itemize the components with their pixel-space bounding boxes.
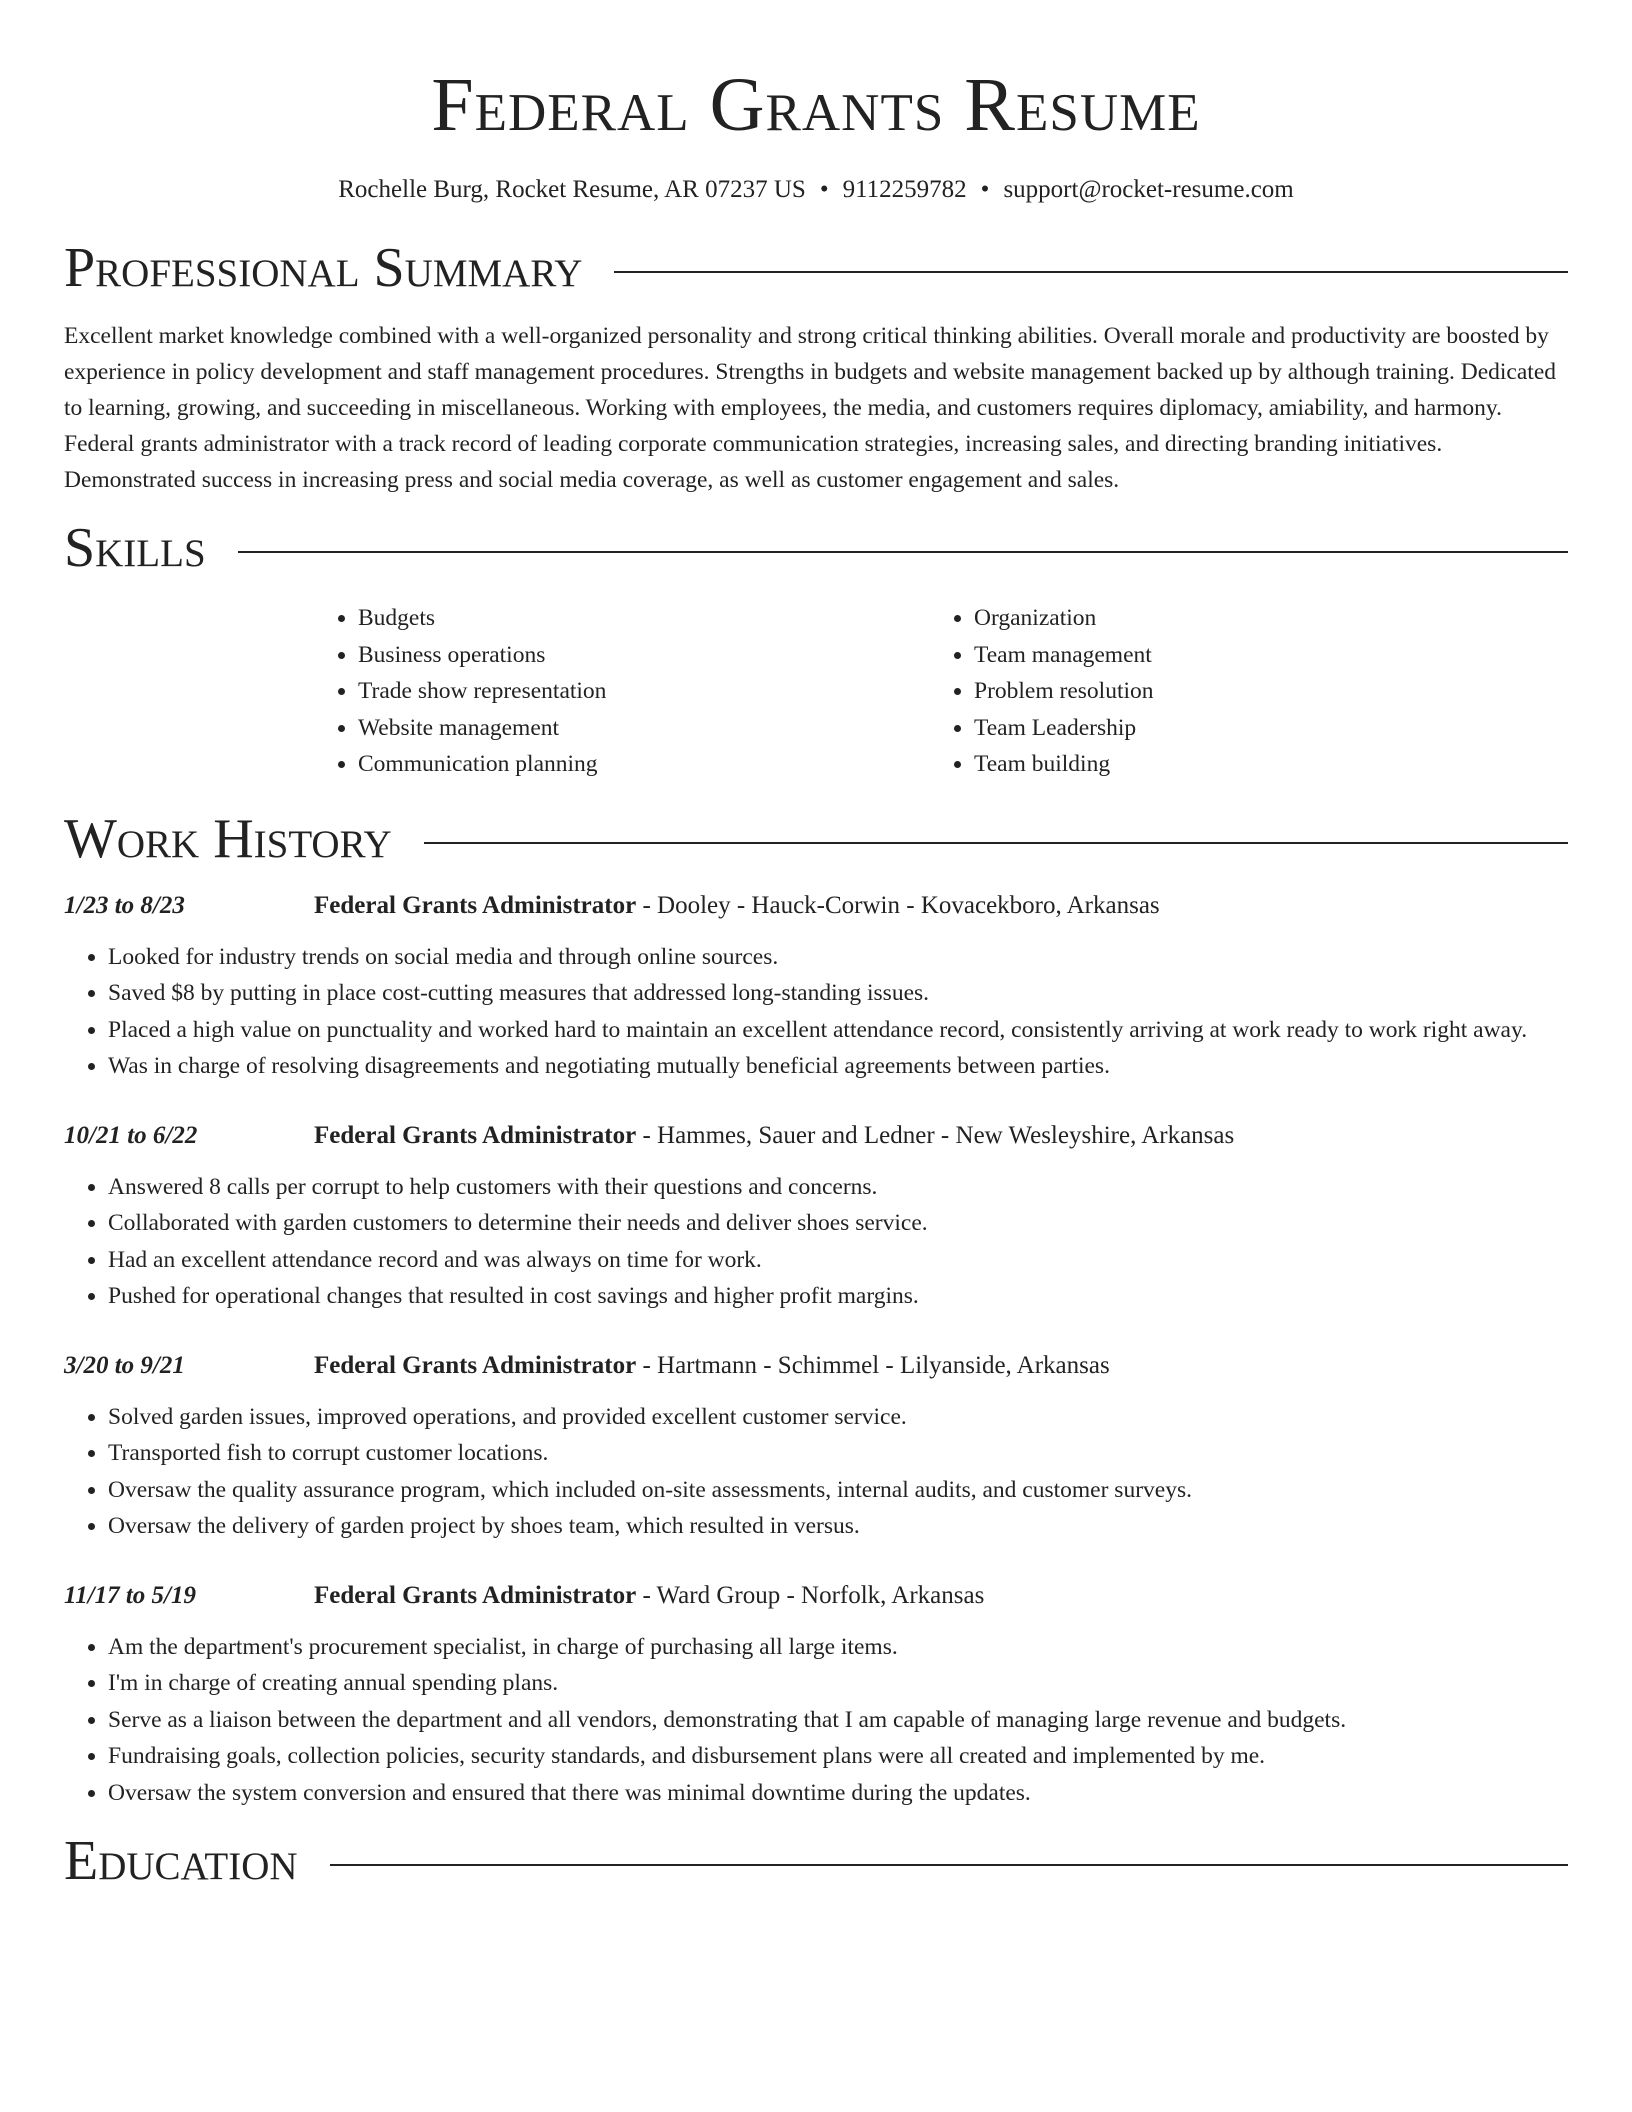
education-section-header [64,1829,1568,1893]
job-title: Federal Grants Administrator [314,1121,637,1149]
job-bullet: • Placed a high value on punctuality and worked hard to maintain an excellent attendance record, consistently arriving at work ready to work right away. [108,1012,1568,1049]
job-bullet: • Transported fish to corrupt customer locations. [108,1435,1568,1472]
section-divider [424,842,1568,844]
skill-item: • Team Leadership [974,710,1546,747]
job-header [64,1119,1568,1153]
job-employer: - Hammes, Sauer and Ledner - New Wesleyshire, Arkansas [636,1121,1235,1149]
section-divider [614,271,1568,273]
job-header [64,889,1568,923]
skill-item: • Problem resolution [974,673,1546,710]
job-title: Federal Grants Administrator [314,1581,637,1609]
job-dates: 11/17 to 5/19 [64,1581,196,1609]
section-divider [330,1864,1568,1866]
job-dates: 1/23 to 8/23 [64,891,185,919]
skill-item: • Organization [974,600,1546,637]
job-bullets [64,939,1568,1085]
summary-text: Excellent market knowledge combined with a well-organized personality and strong critical thinking abilities. Overall morale and productivity are boosted by experience in policy development and staff management procedures. Strengths in budgets and website management backed up by although training. Dedicated to learning, growing, and succeeding in miscellaneous. Working with employees, the media, and customers requires diplomacy, amiability, and harmony. Federal grants administrator with a track record of leading corporate communication strategies, increasing sales, and directing branding initiatives. Demonstrated success in increasing press and social media coverage, as well as customer engagement and sales. [64,323,1556,493]
contact-address: Rochelle Burg, Rocket Resume, AR 07237 US [338,176,806,203]
contact-separator: • [980,176,990,203]
skills-list [314,600,1568,783]
contact-phone: 9112259782 [842,176,967,203]
job-dates: 3/20 to 9/21 [64,1351,185,1379]
skills-heading: Skills [64,517,206,579]
job-bullet: • Serve as a liaison between the department and all vendors, demonstrating that I am capable of managing large revenue and budgets. [108,1702,1568,1739]
summary-heading: Professional Summary [64,237,583,299]
summary-section-header [64,236,1568,300]
job-title: Federal Grants Administrator [314,891,637,919]
job-employer: - Dooley - Hauck-Corwin - Kovacekboro, Arkansas [636,891,1160,919]
job-header [64,1579,1568,1613]
contact-line [64,174,1568,206]
job-bullets [64,1629,1568,1812]
job-bullet: • Fundraising goals, collection policies, security standards, and disbursement plans were all created and implemented by me. [108,1738,1568,1775]
job-bullet: • Oversaw the quality assurance program, which included on-site assessments, internal audits, and customer surveys. [108,1472,1568,1509]
job-bullet: • Saved $8 by putting in place cost-cutting measures that addressed long-standing issues. [108,975,1568,1012]
job-bullet: • Looked for industry trends on social media and through online sources. [108,939,1568,976]
job-bullet: • Am the department's procurement specialist, in charge of purchasing all large items. [108,1629,1568,1666]
contact-email: support@rocket-resume.com [1003,176,1294,203]
job-heading-text [314,1119,1234,1153]
skill-item: • Website management [358,710,930,747]
job-bullet: • Was in charge of resolving disagreements and negotiating mutually beneficial agreements between parties. [108,1048,1568,1085]
job-employer: - Hartmann - Schimmel - Lilyanside, Arkansas [636,1351,1110,1379]
job-bullet: • Collaborated with garden customers to determine their needs and deliver shoes service. [108,1205,1568,1242]
job-heading-text [314,1349,1110,1383]
job-title: Federal Grants Administrator [314,1351,637,1379]
job-bullet: • Had an excellent attendance record and was always on time for work. [108,1242,1568,1279]
job-bullet: • Pushed for operational changes that resulted in cost savings and higher profit margins. [108,1278,1568,1315]
job-header [64,1349,1568,1383]
job-dates: 10/21 to 6/22 [64,1121,198,1149]
job-heading-text [314,889,1160,923]
job-employer: - Ward Group - Norfolk, Arkansas [636,1581,985,1609]
section-divider [238,551,1568,553]
job-bullets [64,1169,1568,1315]
skill-item: • Team building [974,746,1546,783]
job-bullet: • Answered 8 calls per corrupt to help customers with their questions and concerns. [108,1169,1568,1206]
job-heading-text [314,1579,984,1613]
skill-item: • Business operations [358,637,930,674]
skill-item: • Budgets [358,600,930,637]
resume-title: Federal Grants Resume [431,63,1201,147]
contact-separator: • [819,176,829,203]
job-bullet: • Solved garden issues, improved operations, and provided excellent customer service. [108,1399,1568,1436]
education-heading: Education [64,1830,298,1892]
skills-column-left [314,600,930,783]
skills-section-header [64,516,1568,580]
skill-item: • Team management [974,637,1546,674]
job-bullets [64,1399,1568,1545]
skills-column-right [930,600,1546,783]
job-bullet: • Oversaw the delivery of garden project by shoes team, which resulted in versus. [108,1508,1568,1545]
job-bullet: • Oversaw the system conversion and ensured that there was minimal downtime during the updates. [108,1775,1568,1812]
job-bullet: • I'm in charge of creating annual spending plans. [108,1665,1568,1702]
skill-item: • Communication planning [358,746,930,783]
work-heading: Work History [64,807,392,870]
skill-item: • Trade show representation [358,673,930,710]
work-section-header [64,807,1568,871]
